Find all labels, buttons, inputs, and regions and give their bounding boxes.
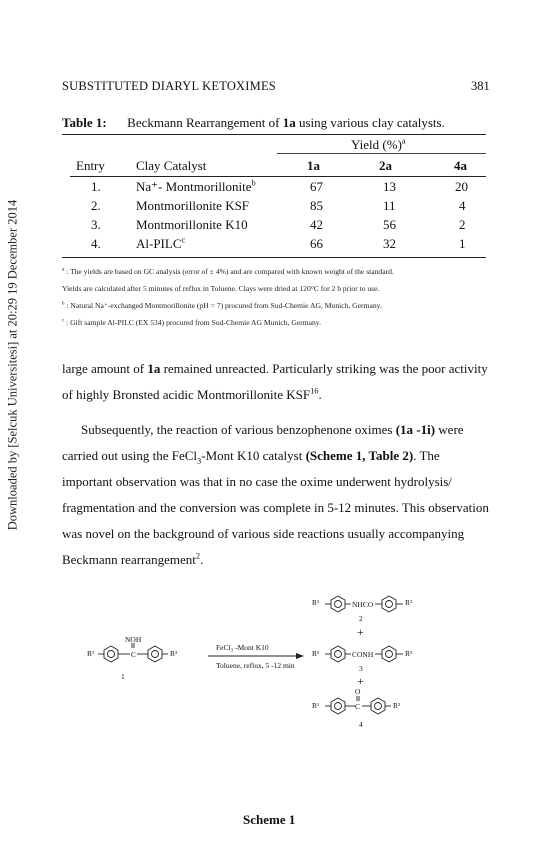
scheme-r1: R¹ [312, 649, 320, 658]
download-note-text: Downloaded by [Selcuk Universitesi] at 20:29 19 December 2014 [5, 199, 20, 531]
compound-number-4: 4 [359, 720, 363, 729]
running-head: SUBSTITUTED DIARYL KETOXIMES [62, 79, 276, 93]
scheme-r1: R¹ [312, 701, 320, 710]
catalyst-text: Na⁺- Montmorillonite [136, 179, 252, 194]
benzene-ring-icon [371, 698, 385, 714]
benzene-ring-icon [104, 646, 118, 662]
subscript: 3 [197, 455, 202, 466]
table-cell-entry: 3. [91, 217, 101, 232]
citation-sup: 2 [195, 550, 201, 561]
body-text: remained unreacted. Particularly striking was the poor activity [160, 361, 488, 376]
body-text: carried out using the FeCl [62, 448, 198, 463]
scheme-r2: R² [170, 649, 178, 658]
table-caption-compound: 1a [282, 115, 296, 130]
scheme-nhco: NHCO [352, 600, 374, 609]
table-cell-2a: 13 [383, 179, 396, 194]
col-header-1a: 1a [307, 158, 320, 173]
col-header-catalyst: Clay Catalyst [136, 158, 207, 173]
catalyst-text: Al-PILC [136, 236, 182, 251]
footnote-text: Yields are calculated after 5 minutes of reflux in Toluene. Clays were dried at 120°C for 2 h prior to use. [62, 284, 380, 293]
yield-header-sup: a [401, 135, 406, 146]
table-cell-1a: 66 [310, 236, 323, 251]
body-text: of highly Bronsted acidic Montmorillonite KSF [62, 387, 311, 402]
table-cell-entry: 4. [91, 236, 101, 251]
scheme-carbon: C [131, 650, 137, 659]
body-line: fragmentation and the conversion was complete in 5-12 minutes. This observation [62, 500, 489, 515]
body-text: Subsequently, the reaction of various benzophenone oximes [81, 422, 396, 437]
body-text: . [200, 552, 204, 567]
body-text: . The [413, 448, 440, 463]
scheme-r2: R² [405, 598, 413, 607]
table-cell-1a: 42 [310, 217, 323, 232]
table-cell-2a: 56 [383, 217, 396, 232]
table-caption-text: Beckmann Rearrangement of [127, 115, 280, 130]
reagent-label: FeCl₃ -Mont K10 [216, 643, 269, 652]
scheme-noh: NOH [125, 635, 142, 644]
scheme-carbon: C [355, 702, 361, 711]
page-number: 381 [471, 79, 490, 93]
table-caption-rest: using various clay catalysts. [299, 115, 445, 130]
table-caption-label: Table 1: [62, 115, 107, 130]
footnote-mark: c [62, 318, 65, 324]
table-cell-entry: 2. [91, 198, 101, 213]
table-cell-catalyst: Montmorillonite K10 [136, 217, 248, 232]
compound-label: 1a [147, 361, 161, 376]
compound-number-3: 3 [359, 664, 363, 673]
catalyst-sup: c [181, 234, 186, 245]
scheme-title: Scheme 1 [243, 812, 296, 827]
table-cell-2a: 11 [383, 198, 396, 213]
table-cell-4a: 4 [459, 198, 466, 213]
body-line: important observation was that in no case the oxime underwent hydrolysis/ [62, 474, 452, 489]
scheme-r1: R¹ [312, 598, 320, 607]
body-text: Beckmann rearrangement [62, 552, 196, 567]
scheme-oxygen: O [355, 687, 361, 696]
plus-sign: + [357, 674, 364, 688]
scheme-conh: CONH [352, 650, 374, 659]
col-header-entry: Entry [76, 158, 105, 173]
col-header-2a: 2a [379, 158, 392, 173]
table-cell-4a: 20 [455, 179, 468, 194]
body-text: were [435, 422, 464, 437]
table-cell-4a: 2 [459, 217, 466, 232]
benzene-ring-icon [382, 596, 396, 612]
table-cell-1a: 85 [310, 198, 323, 213]
body-text: large amount of [62, 361, 148, 376]
footnote-text: : Gift sample Al-PILC (EX 534) procured from Sud-Chemie AG Munich, Germany. [64, 318, 322, 327]
scheme-reference: (Scheme 1, Table 2) [305, 448, 414, 463]
benzene-ring-icon [331, 596, 345, 612]
table-cell-catalyst: Montmorillonite KSF [136, 198, 250, 213]
body-text: . [318, 387, 322, 402]
footnote-mark: a [62, 267, 65, 273]
scheme-r2: R² [393, 701, 401, 710]
compound-number-1: 1 [121, 672, 125, 681]
benzene-ring-icon [331, 646, 345, 662]
table-cell-4a: 1 [459, 236, 466, 251]
arrow-head-icon [296, 653, 304, 659]
table-cell-entry: 1. [91, 179, 101, 194]
compound-range: (1a -1i) [395, 422, 436, 437]
conditions-label: Toluene, reflux, 5 -12 min [216, 661, 295, 670]
body-line: was novel on the background of various side reactions usually accompanying [62, 526, 465, 541]
scheme-r2: R² [405, 649, 413, 658]
compound-number-2: 2 [359, 614, 363, 623]
footnote-text: : The yields are based on GC analysis (error of ± 4%) and are compared with known weight of the standard. [64, 267, 394, 276]
benzene-ring-icon [148, 646, 162, 662]
benzene-ring-icon [382, 646, 396, 662]
citation-sup: 16 [310, 385, 319, 396]
table-cell-1a: 67 [310, 179, 323, 194]
body-text: -Mont K10 catalyst [201, 448, 306, 463]
footnote-mark: b [62, 301, 65, 307]
yield-header-text: Yield (%) [351, 137, 402, 152]
catalyst-sup: b [251, 177, 256, 188]
footnote-text: : Natural Na⁺-exchanged Montmorillonite (pH = 7) procured from Sud-Chemie AG, Munich, Germany. [64, 301, 382, 310]
benzene-ring-icon [331, 698, 345, 714]
plus-sign: + [357, 625, 364, 639]
table-cell-2a: 32 [383, 236, 396, 251]
scheme-r1: R¹ [87, 649, 95, 658]
col-header-4a: 4a [454, 158, 467, 173]
